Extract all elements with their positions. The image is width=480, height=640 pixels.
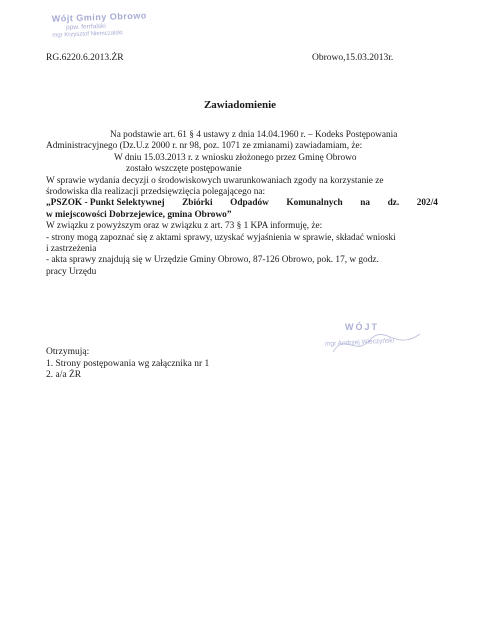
project-name-part: „PSZOK - Punkt Selektywnej bbox=[46, 198, 165, 209]
project-name-part: Komunalnych bbox=[286, 198, 343, 209]
project-name-part: Odpadów bbox=[230, 198, 269, 209]
document-date: Obrowo,15.03.2013r. bbox=[312, 53, 394, 63]
recipients-block bbox=[46, 347, 209, 382]
body-line: i zastrzeżenia bbox=[46, 244, 97, 255]
body-line: zostało wszczęte postępowanie bbox=[126, 164, 242, 175]
project-name-line bbox=[46, 198, 438, 209]
signature-stamp bbox=[324, 322, 435, 348]
document-title: Zawiadomienie bbox=[203, 99, 277, 111]
signature-name: mgr Andrzej Wieczyński bbox=[324, 337, 395, 348]
project-name-part: 202/4 bbox=[416, 198, 438, 209]
signature-title: WÓJT bbox=[345, 322, 379, 332]
body-line: - strony mogą zapoznać się z aktami sprawy, uzyskać wyjaśnienia w sprawie, składać wnioski bbox=[46, 232, 396, 243]
document-body bbox=[46, 130, 438, 278]
body-line: W związku z powyższym oraz w związku z art. 73 § 1 KPA informuję, że: bbox=[46, 221, 323, 232]
project-name-part: na bbox=[360, 198, 371, 209]
stamp-line-3: mgr Krzysztof Niemczalski bbox=[52, 30, 123, 39]
office-stamp bbox=[52, 10, 153, 38]
body-line: środowiska dla realizacji przedsięwzięcia polegającego na: bbox=[46, 187, 266, 198]
body-line: pracy Urzędu bbox=[46, 266, 97, 277]
body-line: W sprawie wydania decyzji o środowiskowych uwarunkowaniach zgody na korzystanie ze bbox=[46, 175, 384, 186]
recipient-item: 1. Strony postępowania wg załącznika nr 1 bbox=[46, 358, 210, 369]
body-line: Na podstawie art. 61 § 4 ustawy z dnia 14.04.1960 r. – Kodeks Postępowania bbox=[110, 130, 398, 140]
project-name-part: dz. bbox=[387, 198, 400, 209]
recipients-heading: Otrzymują: bbox=[46, 347, 90, 357]
body-line: - akta sprawy znajdują się w Urzędzie Gminy Obrowo, 87-126 Obrowo, pok. 17, w godz. bbox=[46, 255, 379, 266]
project-name-part: Zbiórki bbox=[182, 198, 213, 209]
project-location-line: w miejscowości Dobrzejewice, gmina Obrowo” bbox=[46, 209, 232, 220]
recipient-item: 2. a/a ŻR bbox=[46, 370, 82, 381]
body-line: W dniu 15.03.2013 r. z wniosku złożonego przez Gminę Obrowo bbox=[114, 152, 357, 163]
body-line: Administracyjnego (Dz.U.z 2000 r. nr 98, poz. 1071 ze zmianami) zawiadamiam, że: bbox=[46, 141, 363, 152]
stamp-line-1: Wójt Gminy Obrowo bbox=[51, 10, 147, 24]
reference-number: RG.6220.6.2013.ŻR bbox=[46, 53, 124, 63]
stamp-line-2: ppw. ferrfalski bbox=[65, 22, 106, 32]
